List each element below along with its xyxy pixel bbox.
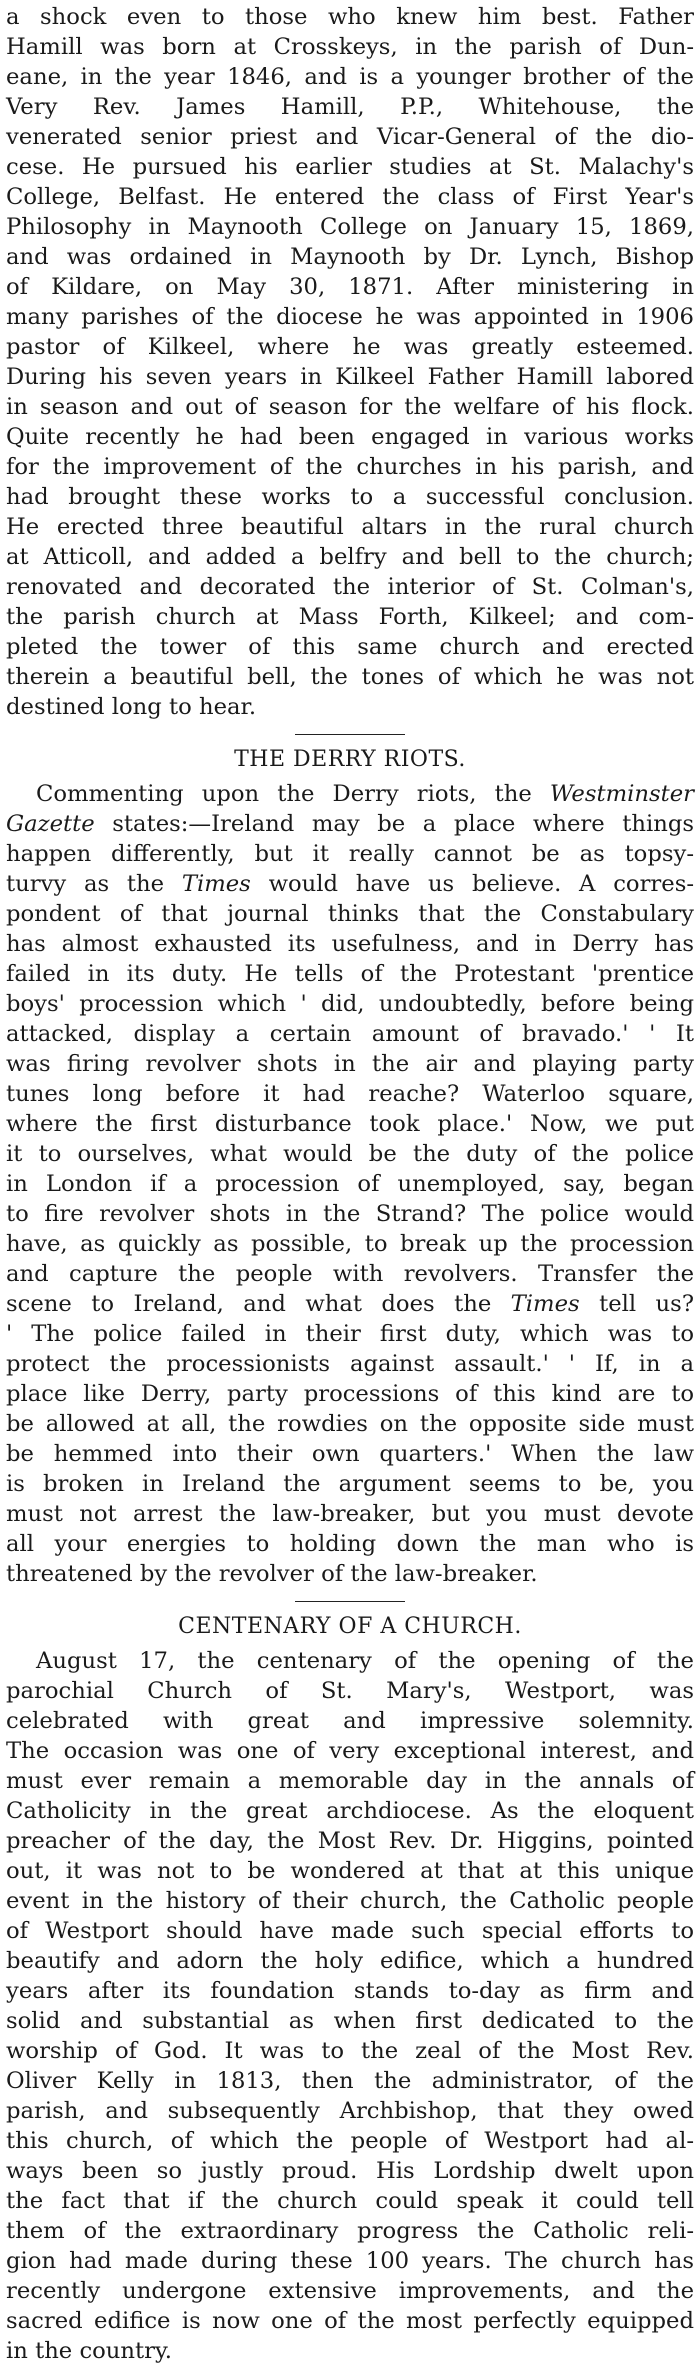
article-line: event in the history of their church, the Catholic people [6,1888,694,1914]
article-line: in London if a procession of unemployed, say, began [6,1171,694,1197]
article-line: failed in its duty. He tells of the Protestant 'prentice [6,961,694,987]
article-line: Catholicity in the great archdiocese. As the eloquent [6,1798,694,1824]
centenary-heading: CENTENARY OF A CHURCH. [178,1614,522,1639]
obituary-article [6,2,694,722]
article-line: Gazette states:—Ireland may be a place where things [6,811,694,837]
derry-riots-heading: THE DERRY RIOTS. [234,747,466,772]
derry-riots-article [6,745,694,1589]
article-line: preacher of the day, the Most Rev. Dr. Higgins, pointed [6,1828,694,1854]
article-line: place like Derry, party processions of this kind are to [6,1381,694,1407]
article-line: is broken in Ireland the argument seems to be, you [6,1471,694,1497]
article-line: scene to Ireland, and what does the Times tell us? [6,1291,694,1317]
article-line: for the improvement of the churches in his parish, and [6,454,694,480]
derry-riots-body [6,899,694,1289]
article-line: Philosophy in Maynooth College on January 15, 1869, [6,214,694,240]
article-line: parish, and subsequently Archbishop, that they owed [6,2098,694,2124]
article-line: During his seven years in Kilkeel Father Hamill labored [6,364,694,390]
article-line: renovated and decorated the interior of St. Colman's, [6,574,694,600]
article-line: parochial Church of St. Mary's, Westport, was [6,1678,694,1704]
article-line: boys' procession which ' did, undoubtedly, before being [6,991,694,1017]
article-line: The occasion was one of very exceptional interest, and [6,1738,694,1764]
article-line: must not arrest the law-breaker, but you must devote [6,1501,694,1527]
article-line: of Westport should have made such special efforts to [6,1918,694,1944]
article-line: this church, of which the people of Westport had al- [6,2128,694,2154]
derry-riots-body-end [6,1319,694,1589]
section-divider [295,734,405,735]
article-line: tunes long before it had reache? Waterloo square, [6,1081,694,1107]
article-line: ways been so justly proud. His Lordship dwelt upon [6,2158,694,2184]
article-line: a shock even to those who knew him best. Father [6,4,694,30]
article-line: all your energies to holding down the man who is [6,1531,694,1557]
article-line: College, Belfast. He entered the class of First Year's [6,184,694,210]
article-line: and capture the people with revolvers. Transfer the [6,1261,694,1287]
article-line: Commenting upon the Derry riots, the Westminster [36,781,694,807]
article-line: it to ourselves, what would be the duty of the police [6,1141,694,1167]
article-line: beautify and adorn the holy edifice, which a hundred [6,1948,694,1974]
centenary-article [6,1612,694,2366]
article-line: of Kildare, on May 30, 1871. After ministering in [6,274,694,300]
article-line: in the country. [6,2338,173,2364]
article-line: therein a beautiful bell, the tones of which he was not [6,664,694,690]
article-line: them of the extraordinary progress the Catholic reli- [6,2218,694,2244]
article-line: out, it was not to be wondered at that at this unique [6,1858,694,1884]
article-line: pondent of that journal thinks that the Constabulary [6,901,694,927]
publication-name: Times [181,871,251,897]
article-line: the fact that if the church could speak it could tell [6,2188,694,2214]
article-line: Very Rev. James Hamill, P.P., Whitehouse, the [6,94,694,120]
publication-name: Times [510,1291,580,1317]
article-line: venerated senior priest and Vicar-General of the dio- [6,124,694,150]
article-line: where the first disturbance took place.' Now, we put [6,1111,694,1137]
article-line: must ever remain a memorable day in the annals of [6,1768,694,1794]
article-line: and was ordained in Maynooth by Dr. Lynch, Bishop [6,244,694,270]
article-line: cese. He pursued his earlier studies at St. Malachy's [6,154,694,180]
article-line: threatened by the revolver of the law-breaker. [6,1561,538,1587]
article-line: pastor of Kilkeel, where he was greatly esteemed. [6,334,694,360]
article-line: was firing revolver shots in the air and playing party [6,1051,694,1077]
article-line: celebrated with great and impressive solemnity. [6,1708,694,1734]
article-line: years after its foundation stands to-day as firm and [6,1978,694,2004]
article-line: eane, in the year 1846, and is a younger brother of the [6,64,694,90]
article-line: in season and out of season for the welfare of his flock. [6,394,694,420]
article-line: gion had made during these 100 years. The church has [6,2248,694,2274]
article-line: had brought these works to a successful conclusion. [6,484,694,510]
article-line: Quite recently he had been engaged in various works [6,424,694,450]
article-line: attacked, display a certain amount of bravado.' ' It [6,1021,694,1047]
article-line: August 17, the centenary of the opening of the [36,1648,694,1674]
article-line: has almost exhausted its usefulness, and in Derry has [6,931,694,957]
article-line: at Atticoll, and added a belfry and bell to the church; [6,544,694,570]
article-line: Hamill was born at Crosskeys, in the parish of Dun- [6,34,694,60]
article-line: solid and substantial as when first dedicated to the [6,2008,694,2034]
article-line: turvy as the Times would have us believe. A corres- [6,871,694,897]
publication-name: Gazette [6,811,95,837]
article-line: destined long to hear. [6,694,257,720]
publication-name: Westminster [549,781,694,807]
article-line: worship of God. It was to the zeal of the Most Rev. [6,2038,694,2064]
article-line: be hemmed into their own quarters.' When the law [6,1441,694,1467]
article-line: sacred edifice is now one of the most perfectly equipped [6,2308,694,2334]
article-line: happen differently, but it really cannot be as topsy- [6,841,694,867]
article-line: ' The police failed in their first duty, which was to [6,1321,694,1347]
article-line: to fire revolver shots in the Strand? The police would [6,1201,694,1227]
centenary-body [6,1646,694,2366]
article-line: recently undergone extensive improvements, and the [6,2278,694,2304]
article-line: have, as quickly as possible, to break up the procession [6,1231,694,1257]
article-line: protect the processionists against assault.' ' If, in a [6,1351,694,1377]
article-line: He erected three beautiful altars in the rural church [6,514,694,540]
article-line: pleted the tower of this same church and erected [6,634,694,660]
section-divider [295,1601,405,1602]
article-line: the parish church at Mass Forth, Kilkeel; and com- [6,604,694,630]
article-line: be allowed at all, the rowdies on the opposite side must [6,1411,694,1437]
article-line: many parishes of the diocese he was appointed in 1906 [6,304,694,330]
article-line: Oliver Kelly in 1813, then the administrator, of the [6,2068,694,2094]
